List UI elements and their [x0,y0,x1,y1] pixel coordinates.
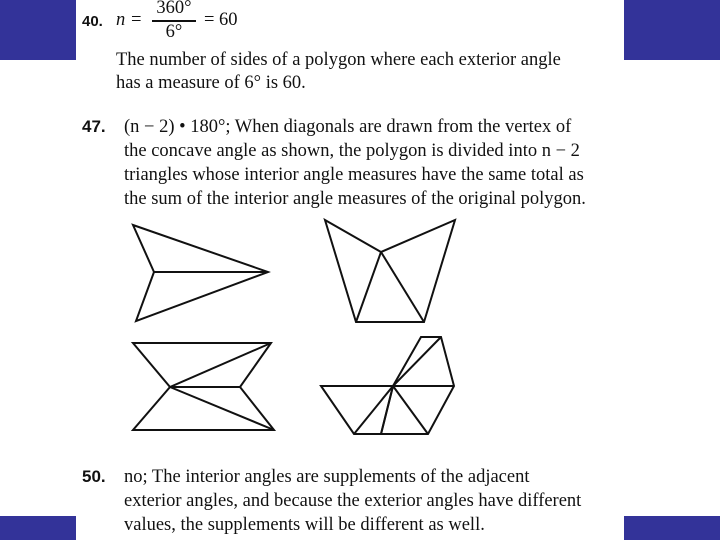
problem-47-number: 47. [82,117,106,136]
problem-40-lhs: n = [116,10,143,30]
figure-hexagon-notch-shape [321,337,454,434]
figure-bowtie-shape [133,343,274,430]
problem-40-rhs: = 60 [204,10,238,30]
problem-47-line-3: triangles whose interior angle measures have the same total as [124,165,584,185]
problem-50-line-3: values, the supplements will be different as well. [124,515,485,535]
problem-47-line-1: (n − 2) • 180°; When diagonals are drawn from the vertex of [124,117,572,137]
problem-40-numerator: 360° [156,0,192,18]
problem-50-line-1: no; The interior angles are supplements of the adjacent [124,467,530,487]
problem-47-line-2: the concave angle as shown, the polygon is divided into n − 2 [124,141,580,161]
problem-50-number: 50. [82,467,106,486]
problem-40-denominator: 6° [165,22,183,42]
problem-40-line-2: has a measure of 6° is 60. [116,73,306,93]
problem-40-number: 40. [82,13,103,30]
figure-arrowhead [133,225,268,321]
problem-40-line-1: The number of sides of a polygon where each exterior angle [116,50,561,70]
figure-notched-shape [325,220,455,322]
problem-50-line-2: exterior angles, and because the exterior angles have different [124,491,582,511]
problem-47-line-4: the sum of the interior angle measures of the original polygon. [124,189,586,209]
